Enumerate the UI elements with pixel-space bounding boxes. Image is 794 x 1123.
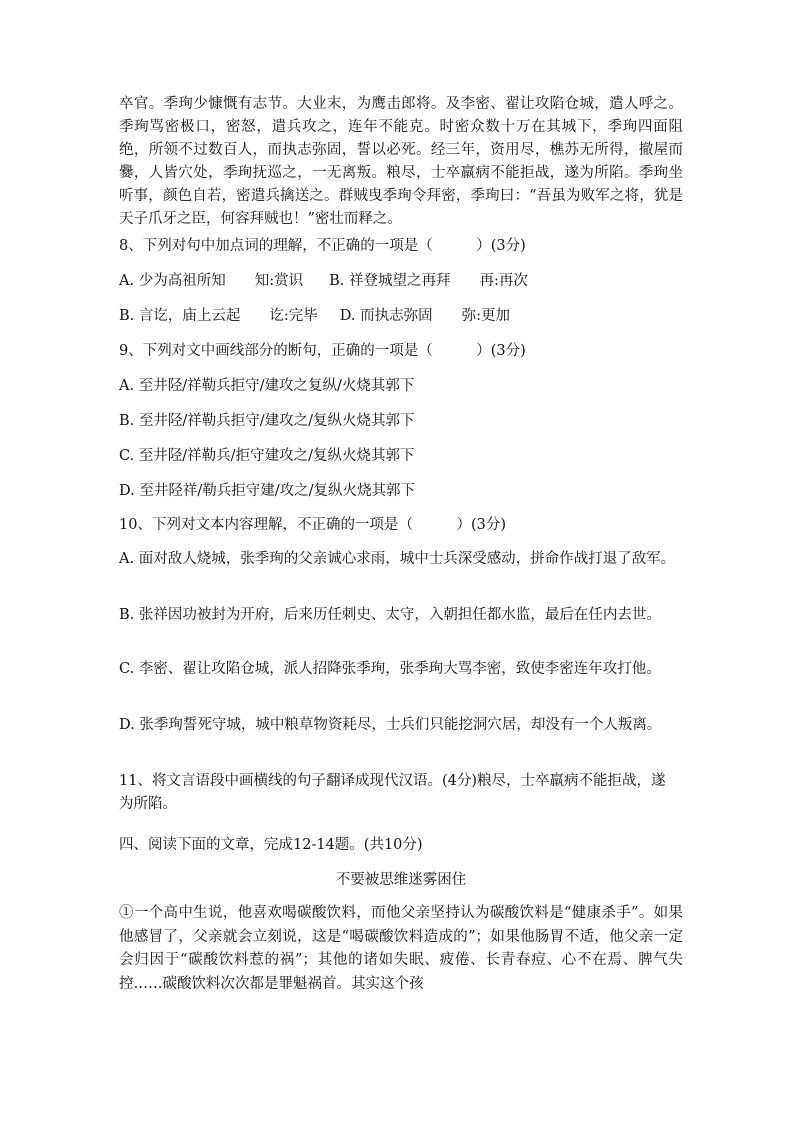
question-11: 11、将文言语段中画横线的句子翻译成现代汉语。(4分)粮尽，士卒羸病不能拒战，遂为所陷。 (119, 773, 666, 812)
passage-text: 卒官。季珣少慷慨有志节。大业末，为鹰击郎将。及李密、翟让攻陷仓城，遣人呼之。季珣骂密极口，密怒，遣兵攻之，连年不能克。时密众数十万在其城下，季珣四面阻绝，所领不过数百人，而执志弥固，誓以必死。经三年，资用尽，樵苏无所得，撤屋而爨，人皆穴处，季珣抚巡之，一无离叛。粮尽，士卒羸病不能拒战，遂为所陷。季珣坐听事，颜色自若，密遣兵擒送之。群贼曳季珣令拜密，季珣曰：“吾虽为败军之将，犹是天子爪牙之臣，何容拜贼也！”密壮而释之。 (119, 96, 683, 227)
question-8-option-d: D. 而执志弥固 弥:更加 (339, 308, 510, 324)
section-4-heading: 四、阅读下面的文章，完成12-14题。(共10分) (119, 837, 423, 853)
question-8-option-c: B. 言讫，庙上云起 讫:完毕 (119, 308, 318, 324)
question-10-stem: 10、下列对文本内容理解，不正确的一项是（ ）(3分) (119, 517, 506, 533)
question-10-option-b: B. 张祥因功被封为开府，后来历任刺史、太守，入朝担任都水监，最后在任内去世。 (119, 607, 661, 623)
question-9-option-a: A. 至井陉/祥勒兵拒守/建攻之复纵/火烧其郭下 (119, 378, 415, 394)
question-8-option-b: B. 祥登城望之再拜 再:再次 (329, 273, 528, 289)
question-9-option-d: D. 至井陉祥/勒兵拒守建/攻之/复纵火烧其郭下 (119, 483, 415, 499)
question-10-option-d: D. 张季珣誓死守城，城中粮草物资耗尽，士兵们只能挖洞穴居，却没有一个人叛离。 (119, 717, 662, 733)
question-8-option-a: A. 少为高祖所知 知:赏识 (119, 273, 304, 289)
question-10-option-a: A. 面对敌人烧城，张季珣的父亲诚心求雨，城中士兵深受感动，拼命作战打退了敌军。 (119, 551, 676, 567)
question-8-option-row (119, 305, 683, 327)
question-9-stem: 9、下列对文中画线部分的断句，正确的一项是（ ）(3分) (119, 343, 526, 359)
article-paragraph-1: ①一个高中生说，他喜欢喝碳酸饮料，而他父亲坚持认为碳酸饮料是“健康杀手”。如果他感冒了，父亲就会立刻说，这是“喝碳酸饮料造成的”；如果他肠胃不适，他父亲一定会归因于“碳酸饮料惹的祸”；其他的诸如失眠、疲倦、长青春痘、心不在焉、脾气失控……碳酸饮料次次都是罪魁祸首。其实这个孩 (119, 905, 683, 992)
question-9-option-b: B. 至井陉/祥勒兵拒守/建攻之/复纵火烧其郭下 (119, 413, 415, 429)
question-10-option-c: C. 李密、翟让攻陷仓城，派人招降张季珣，张季珣大骂李密，致使李密连年攻打他。 (119, 661, 661, 677)
question-8-option-row (119, 270, 683, 292)
question-9-option-c: C. 至井陉/祥勒兵/拒守建攻之/复纵火烧其郭下 (119, 448, 415, 464)
question-8-stem: 8、下列对句中加点词的理解，不正确的一项是（ ）(3分) (119, 238, 526, 254)
article-title: 不要被思维迷雾困住 (335, 872, 467, 888)
